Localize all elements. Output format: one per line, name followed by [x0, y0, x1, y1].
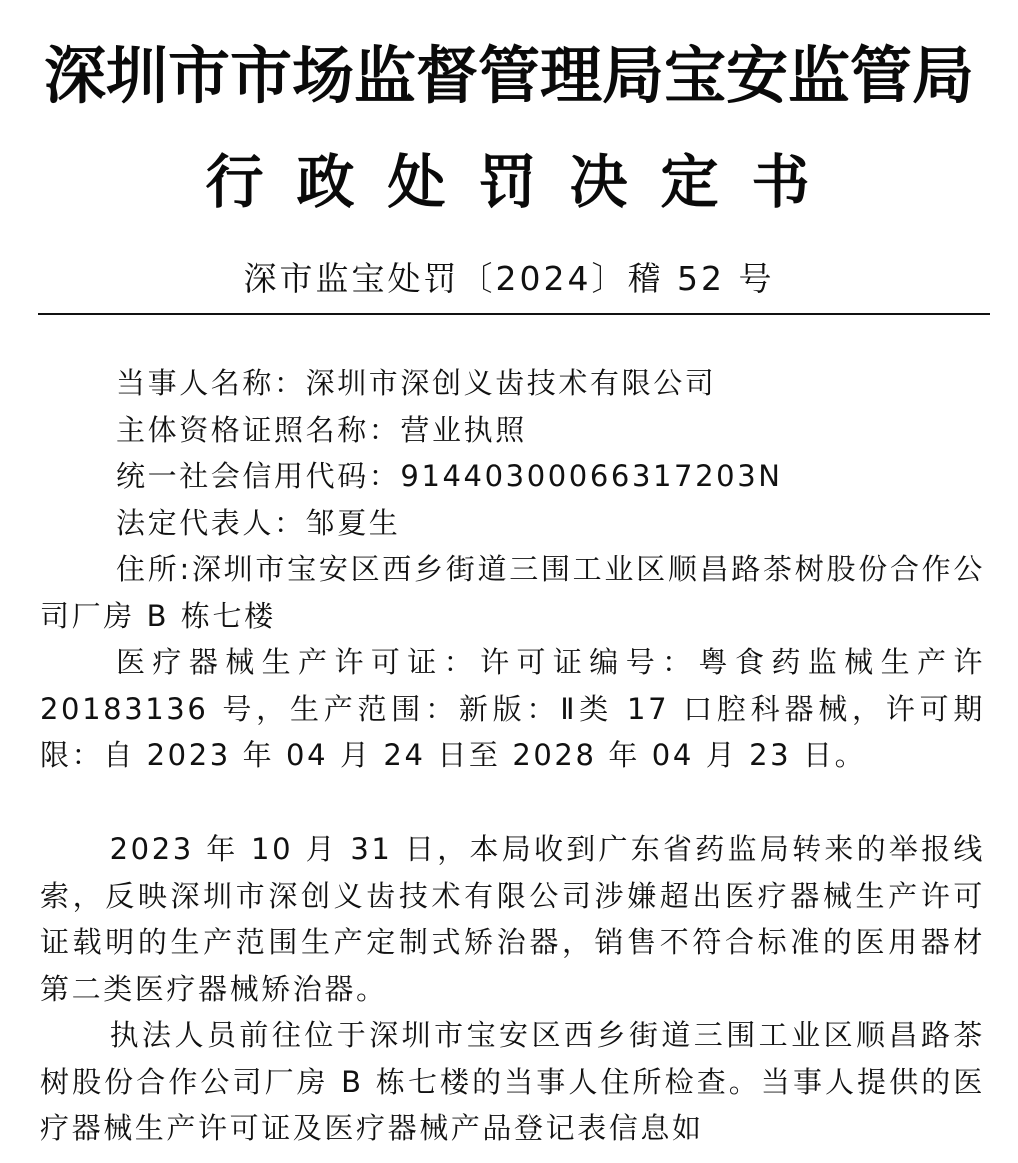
address-line: 住所:深圳市宝安区西乡街道三围工业区顺昌路茶树股份合作公司厂房 B 栋七楼	[40, 552, 985, 633]
legal-representative-line: 法定代表人：邹夏生	[116, 505, 401, 540]
header-divider	[38, 313, 990, 315]
facts-paragraph: 2023 年 10 月 31 日，本局收到广东省药监局转来的举报线索，反映深圳市深创义齿技术有限公司涉嫌超出医疗器械生产许可证载明的生产范围生产定制式矫治器，销售不符合标准的医用器材第二类医疗器械矫治器。	[40, 832, 985, 1006]
party-information	[40, 360, 985, 779]
document-number: 深市监宝处罚〔2024〕稽 52 号	[243, 259, 775, 298]
credit-code-line: 统一社会信用代码：91440300066317203N	[116, 459, 783, 493]
document-type-title: 行政处罚决定书	[205, 148, 843, 216]
case-facts	[40, 826, 985, 1152]
facts-paragraph: 执法人员前往位于深圳市宝安区西乡街道三围工业区顺昌路茶树股份合作公司厂房 B 栋七楼的当事人住所检查。当事人提供的医疗器械生产许可证及医疗器械产品登记表信息如	[40, 1018, 985, 1145]
license-name-line: 主体资格证照名称：营业执照	[116, 412, 527, 447]
party-name-line: 当事人名称：深圳市深创义齿技术有限公司	[116, 366, 717, 400]
production-license-line: 医疗器械生产许可证：许可证编号：粤食药监械生产许20183136 号，生产范围：新版：Ⅱ类 17 口腔科器械，许可期限：自 2023 年 04 月 24 日至 2028 年 04 月 23 日。	[40, 645, 985, 772]
issuing-authority-title: 深圳市市场监督管理局宝安监管局	[43, 39, 974, 112]
